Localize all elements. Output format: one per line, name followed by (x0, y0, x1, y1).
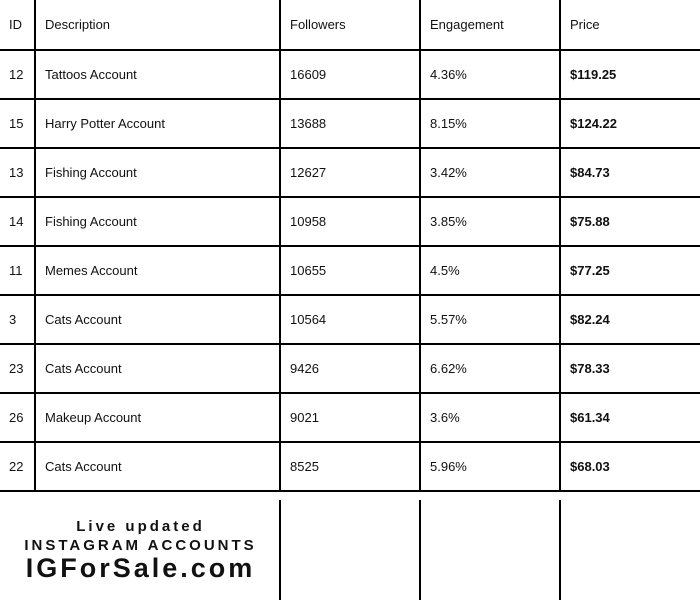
cell-id: 12 (0, 50, 35, 99)
cell-engagement: 6.62% (420, 344, 560, 393)
cell-engagement: 4.5% (420, 246, 560, 295)
cell-followers: 10655 (280, 246, 420, 295)
cell-price: $68.03 (560, 442, 700, 491)
cell-followers: 10564 (280, 295, 420, 344)
cell-description: Fishing Account (35, 148, 280, 197)
cell-engagement: 3.85% (420, 197, 560, 246)
brand-subtitle: INSTAGRAM ACCOUNTS (24, 537, 257, 554)
header-price: Price (560, 0, 700, 50)
cell-followers: 9426 (280, 344, 420, 393)
table-header-row (0, 0, 700, 50)
cell-id: 23 (0, 344, 35, 393)
footer-row (0, 500, 700, 600)
cell-description: Makeup Account (35, 393, 280, 442)
cell-price: $75.88 (560, 197, 700, 246)
brand-site-name: IGForSale.com (25, 553, 256, 583)
cell-price: $84.73 (560, 148, 700, 197)
cell-id: 11 (0, 246, 35, 295)
cell-id: 22 (0, 442, 35, 491)
footer-empty-cell (281, 500, 421, 600)
footer-empty-cell (421, 500, 561, 600)
cell-description: Memes Account (35, 246, 280, 295)
cell-followers: 13688 (280, 99, 420, 148)
cell-followers: 10958 (280, 197, 420, 246)
brand-tagline: Live updated (76, 518, 205, 535)
cell-price: $61.34 (560, 393, 700, 442)
cell-engagement: 5.96% (420, 442, 560, 491)
cell-id: 26 (0, 393, 35, 442)
table-row (0, 99, 700, 148)
footer-empty-cell (561, 500, 700, 600)
cell-description: Cats Account (35, 344, 280, 393)
cell-description: Cats Account (35, 295, 280, 344)
cell-id: 15 (0, 99, 35, 148)
cell-engagement: 5.57% (420, 295, 560, 344)
table-row (0, 442, 700, 491)
cell-price: $119.25 (560, 50, 700, 99)
table-row (0, 50, 700, 99)
header-description: Description (35, 0, 280, 50)
cell-id: 3 (0, 295, 35, 344)
cell-engagement: 3.6% (420, 393, 560, 442)
cell-price: $77.25 (560, 246, 700, 295)
cell-price: $82.24 (560, 295, 700, 344)
header-followers: Followers (280, 0, 420, 50)
cell-description: Tattoos Account (35, 50, 280, 99)
table-row (0, 246, 700, 295)
cell-engagement: 3.42% (420, 148, 560, 197)
brand-block (0, 500, 281, 600)
cell-price: $124.22 (560, 99, 700, 148)
cell-price: $78.33 (560, 344, 700, 393)
table-row (0, 393, 700, 442)
cell-description: Harry Potter Account (35, 99, 280, 148)
table-row (0, 344, 700, 393)
header-id: ID (0, 0, 35, 50)
cell-engagement: 8.15% (420, 99, 560, 148)
cell-id: 13 (0, 148, 35, 197)
cell-followers: 12627 (280, 148, 420, 197)
cell-followers: 16609 (280, 50, 420, 99)
cell-followers: 8525 (280, 442, 420, 491)
table-row (0, 295, 700, 344)
cell-description: Cats Account (35, 442, 280, 491)
cell-id: 14 (0, 197, 35, 246)
cell-engagement: 4.36% (420, 50, 560, 99)
cell-description: Fishing Account (35, 197, 280, 246)
table-row (0, 148, 700, 197)
cell-followers: 9021 (280, 393, 420, 442)
table-row (0, 197, 700, 246)
header-engagement: Engagement (420, 0, 560, 50)
